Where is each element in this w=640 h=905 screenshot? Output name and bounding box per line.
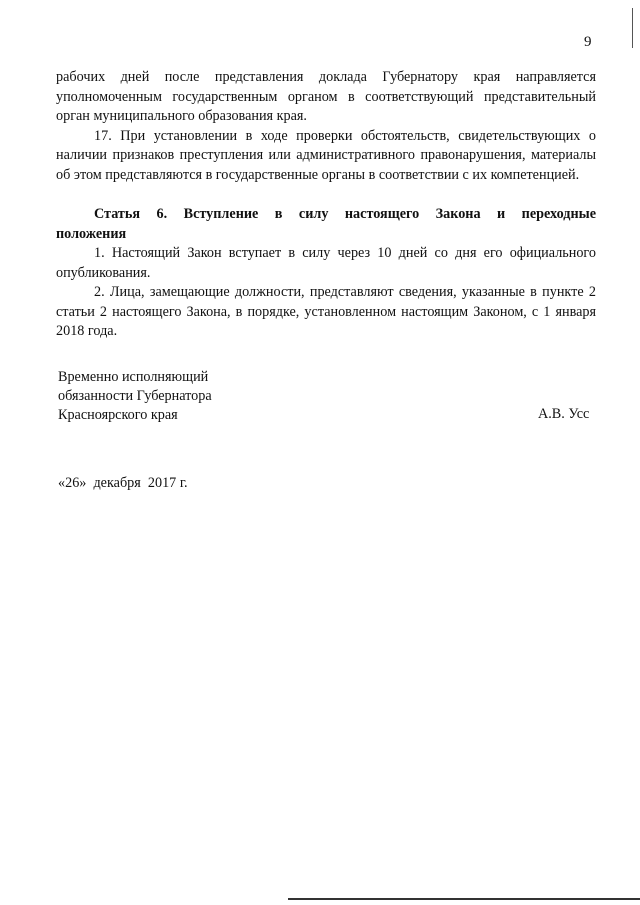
article-6-heading: Статья 6. Вступление в силу настоящего Закона и переходные положения — [56, 206, 596, 242]
signatory-title-line-3: Красноярского края — [58, 407, 178, 423]
scan-edge-mark — [632, 8, 633, 48]
signing-date: «26» декабря 2017 г. — [58, 475, 188, 491]
paragraph-continuation: рабочих дней после представления доклада Губернатору края направляется уполномоченным государственным органом в соответствующий представительный орган муниципального образования края. — [56, 69, 596, 124]
signature-block — [58, 368, 212, 425]
signatory-name: А.В. Усс — [538, 406, 590, 422]
scan-bottom-edge — [288, 898, 640, 900]
page-number: 9 — [584, 34, 592, 50]
signatory-title-line-1: Временно исполняющий — [58, 369, 209, 385]
article-6-item-2: 2. Лица, замещающие должности, представляют сведения, указанные в пункте 2 статьи 2 настоящего Закона, в порядке, установленном настоящим Законом, с 1 января 2018 года. — [56, 284, 596, 339]
signatory-title-line-2: обязанности Губернатора — [58, 388, 212, 404]
paragraph-17: 17. При установлении в ходе проверки обстоятельств, свидетельствующих о наличии признаков преступления или административного правонарушения, материалы об этом представляются в государственные органы в соответствии с их компетенцией. — [56, 127, 596, 183]
article-6-item-1: 1. Настоящий Закон вступает в силу через 10 дней со дня его официального опубликования. — [56, 245, 596, 281]
document-body — [56, 68, 596, 342]
